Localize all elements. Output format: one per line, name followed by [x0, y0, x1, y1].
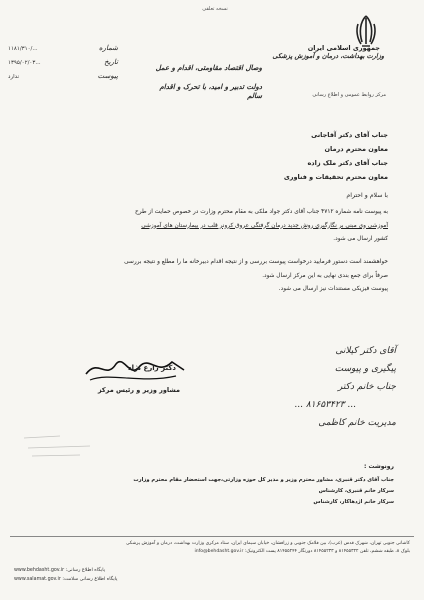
note-line: مدیریت خانم کاظمی — [318, 418, 396, 428]
copy-mark: نسخه تعلقی — [202, 6, 228, 12]
meta-number — [8, 44, 118, 58]
slogan-line-1: وصال اقتصاد مقاومتی، اقدام و عمل — [155, 63, 262, 72]
recipient-line: جناب آقای دکتر ملک زاده — [307, 159, 388, 167]
signatory-title: مشاور وزیر و رئیس مرکز — [97, 386, 180, 394]
body-line: به پیوست نامه شماره ۴۷۱۲ جناب آقای دکتر جواد ملکی به مقام محترم وزارت در خصوص حمایت از طرح — [135, 209, 388, 215]
body-paragraph-2 — [38, 256, 388, 297]
note-line: پیگیری و پیوست — [334, 364, 396, 374]
website-link[interactable]: www.behdasht.gov.ir :پایگاه اطلاع رسانی — [14, 568, 106, 573]
slogan-line-2: دولت تدبیر و امید، با تحرک و اقدام سالم — [159, 82, 262, 100]
note-line: ... ۸۱۶۵۳۴۲۳ ... — [294, 400, 356, 410]
number-value: ۱۱۸۱/۳۱۰/... — [8, 46, 38, 52]
body-line: کشور ارسال می شود. — [333, 236, 388, 242]
cc-line: سرکار خانم اژدهاکار، کارشناس — [313, 499, 394, 505]
address-line: بلوک ۸، طبقه ششم، تلفن ۸۱۴۵۵۳۲۲ و ۸۱۴۵۵۲۳۳ دورنگار ۸۱۴۵۵۲۴۴ پست الکترونیک: info@behdasht.gov.ir — [194, 549, 410, 554]
body-line: صرفاً برای جمع بندی نهایی به این مرکز ارسال شود. — [262, 272, 388, 279]
attachment-value: ندارد — [8, 74, 20, 80]
recipient-line: معاون محترم تحقیقات و فناوری — [283, 173, 388, 181]
number-label: شماره — [98, 44, 118, 52]
note-line: جناب خانم دکتر — [338, 382, 396, 392]
recipient-line: معاون محترم درمان — [324, 145, 388, 153]
website-link[interactable]: www.salamat.gov.ir :پایگاه اطلاع رسانی سلامت — [14, 576, 118, 582]
greeting: با سلام و احترام — [346, 192, 388, 199]
note-line: آقای دکتر کیلانی — [335, 346, 396, 356]
meta-date — [8, 58, 118, 72]
body-line: پیوست فیزیکی مستندات نیز ارسال می شود. — [278, 286, 388, 292]
handwritten-note — [186, 346, 396, 436]
body-line: آموزشی وی مبنی بر نگارگیری روش جدید درمان گرفتگی عروق کرونر قلب در بیمارستان های آموزشی — [141, 222, 388, 229]
body-line: خواهشمند است دستور فرمایید درخواست پیوست بررسی و از نتیجه اقدام دبیرخانه ما را مطلع و نتیجه بررسی — [124, 259, 388, 265]
address-line: کاشانی جنوبی تهران، شهرک قدس (غرب)، بین فلامک جنوبی و زرافشان، خیابان سیمای ایران، ستاد مرکزی وزارت بهداشت، درمان و آموزش پزشکی — [125, 541, 410, 546]
footer-divider — [10, 536, 414, 537]
cc-line: جناب آقای دکتر قنبری، مشاور محترم وزیر و مدیر کل حوزه وزارتی،جهت استحضار مقام محترم وزارت — [133, 477, 394, 483]
cc-line: سرکار خانم قنبری، کارشناس — [318, 488, 394, 494]
date-label: تاریخ — [104, 58, 118, 66]
center-name: مرکز روابط عمومی و اطلاع رسانی — [312, 92, 386, 98]
recipients — [88, 128, 388, 184]
recipient-line: جناب آقای دکتر آقاجانی — [311, 131, 388, 139]
ministry-name: وزارت بهداشت، درمان و آموزش پزشکی — [272, 52, 384, 60]
government-line: جمهوری اسلامی ایران — [307, 44, 380, 52]
faded-stamp — [20, 430, 112, 460]
attachment-label: پیوست — [97, 72, 118, 80]
cc-title: رونوشت : — [364, 463, 394, 470]
footer-address — [10, 540, 410, 556]
cc-list — [34, 475, 394, 508]
body-paragraph-1 — [38, 206, 388, 247]
meta-attachment — [8, 72, 118, 86]
date-value: ۱۳۹۵/۰۲/۰۳... — [8, 60, 41, 66]
footer-links — [14, 567, 214, 584]
signatory-name: دکتر زارع نژاد — [128, 364, 176, 372]
